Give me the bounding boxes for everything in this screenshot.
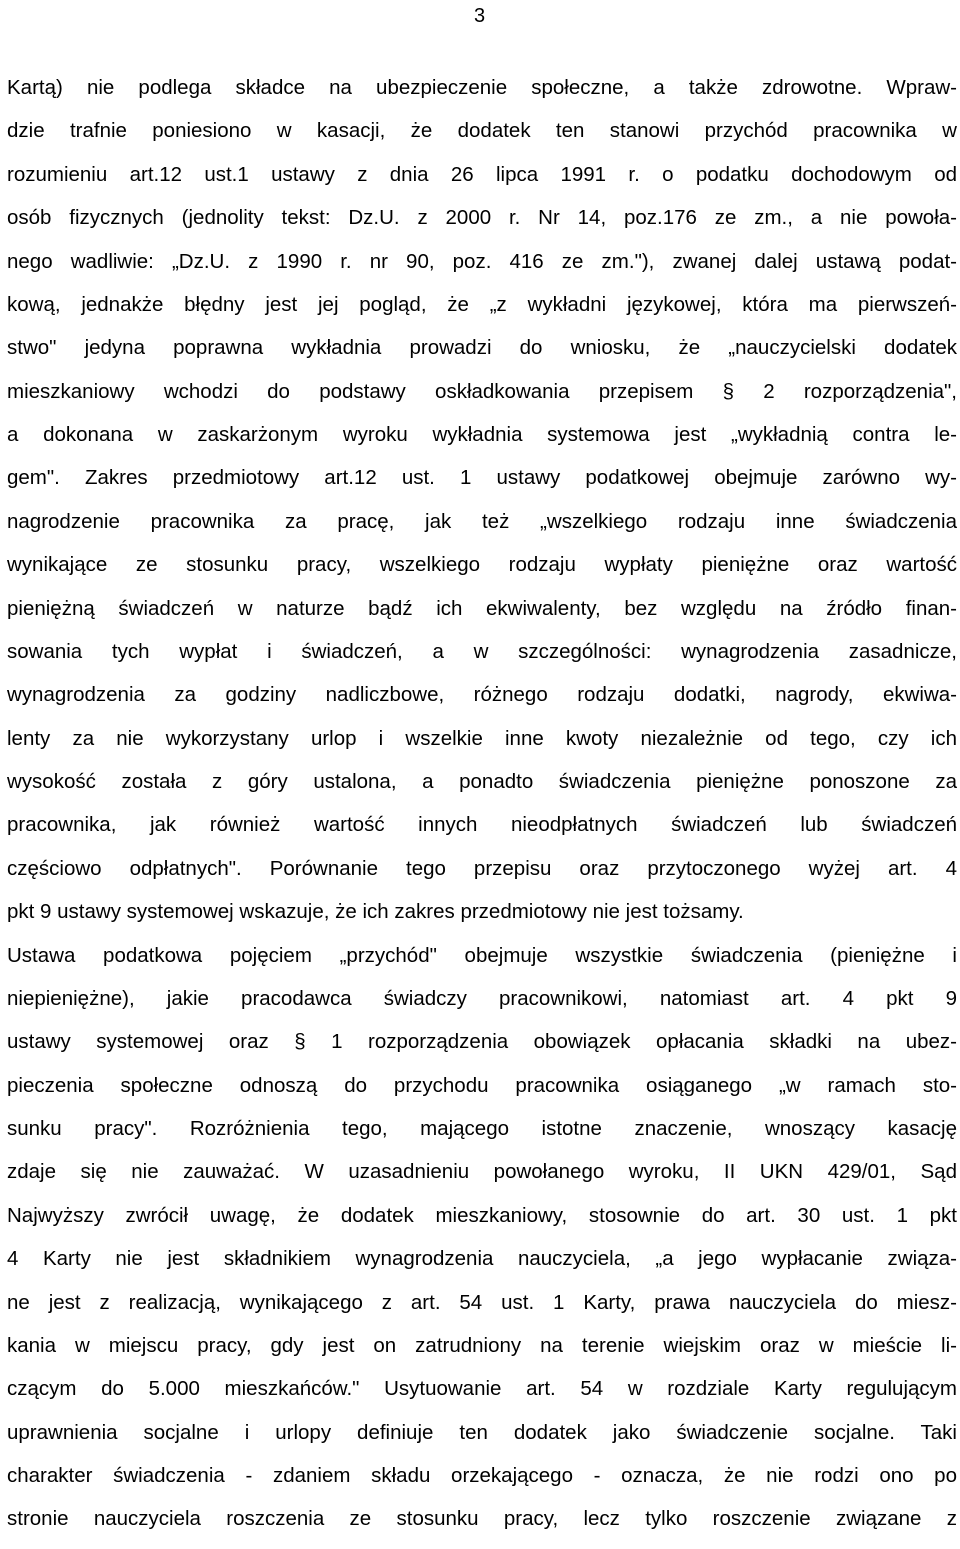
text-line: gem". Zakres przedmiotowy art.12 ust. 1 ustawy podatkowej obejmuje zarówno wy- [7,466,957,490]
text-line: sunku pracy". Rozróżnienia tego, mającego istotne znaczenie, wnoszący kasację [7,1117,957,1140]
text-line: kania w miejscu pracy, gdy jest on zatrudniony na terenie wiejskim oraz w mieście li- [7,1333,957,1357]
text-line: nego wadliwie: „Dz.U. z 1990 r. nr 90, poz. 416 ze zm."), zwanej dalej ustawą podat- [7,249,957,273]
text-line: kową, jednakże błędny jest jej pogląd, że „z wykładni językowej, która ma pierwszeń- [7,292,957,316]
text-line: osób fizycznych (jednolity tekst: Dz.U. z 2000 r. Nr 14, poz.176 ze zm., a nie powoła- [7,206,957,230]
text-line: niepieniężne), jakie pracodawca świadczy pracownikowi, natomiast art. 4 pkt 9 [7,986,957,1010]
text-line: mieszkaniowy wchodzi do podstawy oskładkowania przepisem § 2 rozporządzenia", [7,379,957,403]
text-line: wynagrodzenia za godziny nadliczbowe, różnego rodzaju dodatki, nagrody, ekwiwa- [7,683,957,707]
text-line: pkt 9 ustawy systemowej wskazuje, że ich zakres przedmiotowy nie jest tożsamy. [7,900,744,924]
text-line: ustawy systemowej oraz § 1 rozporządzenia obowiązek opłacania składki na ubez- [7,1030,957,1054]
text-line: Najwyższy zwrócił uwagę, że dodatek mieszkaniowy, stosownie do art. 30 ust. 1 pkt [7,1203,957,1227]
text-line: pieczenia społeczne odnoszą do przychodu pracownika osiąganego „w ramach sto- [7,1073,957,1097]
text-line: wynikające ze stosunku pracy, wszelkiego rodzaju wypłaty pieniężne oraz wartość [7,553,957,577]
text-line: uprawnienia socjalne i urlopy definiuje ten dodatek jako świadczenie socjalne. Taki [7,1420,957,1444]
text-line: częściowo odpłatnych". Porównanie tego przepisu oraz przytoczonego wyżej art. 4 [7,856,957,880]
text-line: rozumieniu art.12 ust.1 ustawy z dnia 26 lipca 1991 r. o podatku dochodowym od [7,162,957,186]
text-line: Ustawa podatkowa pojęciem „przychód" obejmuje wszystkie świadczenia (pieniężne i [7,943,957,967]
text-line: a dokonana w zaskarżonym wyroku wykładnia systemowa jest „wykładnią contra le- [7,423,957,446]
text-line: stronie nauczyciela roszczenia ze stosunku pracy, lecz tylko roszczenie związane z [7,1507,957,1531]
document-body [7,74,957,1549]
text-line: ne jest z realizacją, wynikającego z art. 54 ust. 1 Karty, prawa nauczyciela do miesz- [7,1290,957,1314]
text-line: pracownika, jak również wartość innych nieodpłatnych świadczeń lub świadczeń [7,813,957,837]
text-line: nagrodzenie pracownika za pracę, jak też „wszelkiego rodzaju inne świadczenia [7,509,957,533]
page-number: 3 [474,5,486,27]
text-line: lenty za nie wykorzystany urlop i wszelkie inne kwoty niezależnie od tego, czy ich [7,726,957,750]
text-line: czącym do 5.000 mieszkańców." Usytuowanie art. 54 w rozdziale Karty regulującym [7,1377,957,1401]
text-line: wysokość została z góry ustalona, a ponadto świadczenia pieniężne ponoszone za [7,770,957,793]
text-line: Kartą) nie podlega składce na ubezpieczenie społeczne, a także zdrowotne. Wpraw- [7,76,957,99]
text-line: stwo" jedyna poprawna wykładnia prowadzi do wniosku, że „nauczycielski dodatek [7,336,957,360]
text-line: 4 Karty nie jest składnikiem wynagrodzenia nauczyciela, „a jego wypłacanie związa- [7,1247,957,1271]
text-line: sowania tych wypłat i świadczeń, a w szczególności: wynagrodzenia zasadnicze, [7,639,957,663]
text-line: dzie trafnie poniesiono w kasacji, że dodatek ten stanowi przychód pracownika w [7,119,957,143]
text-line: pieniężną świadczeń w naturze bądź ich ekwiwalenty, bez względu na źródło finan- [7,596,957,620]
text-line: charakter świadczenia - zdaniem składu orzekającego - oznacza, że nie rodzi ono po [7,1464,957,1487]
text-line: zdaje się nie zauważać. W uzasadnieniu powołanego wyroku, II UKN 429/01, Sąd [7,1160,957,1184]
